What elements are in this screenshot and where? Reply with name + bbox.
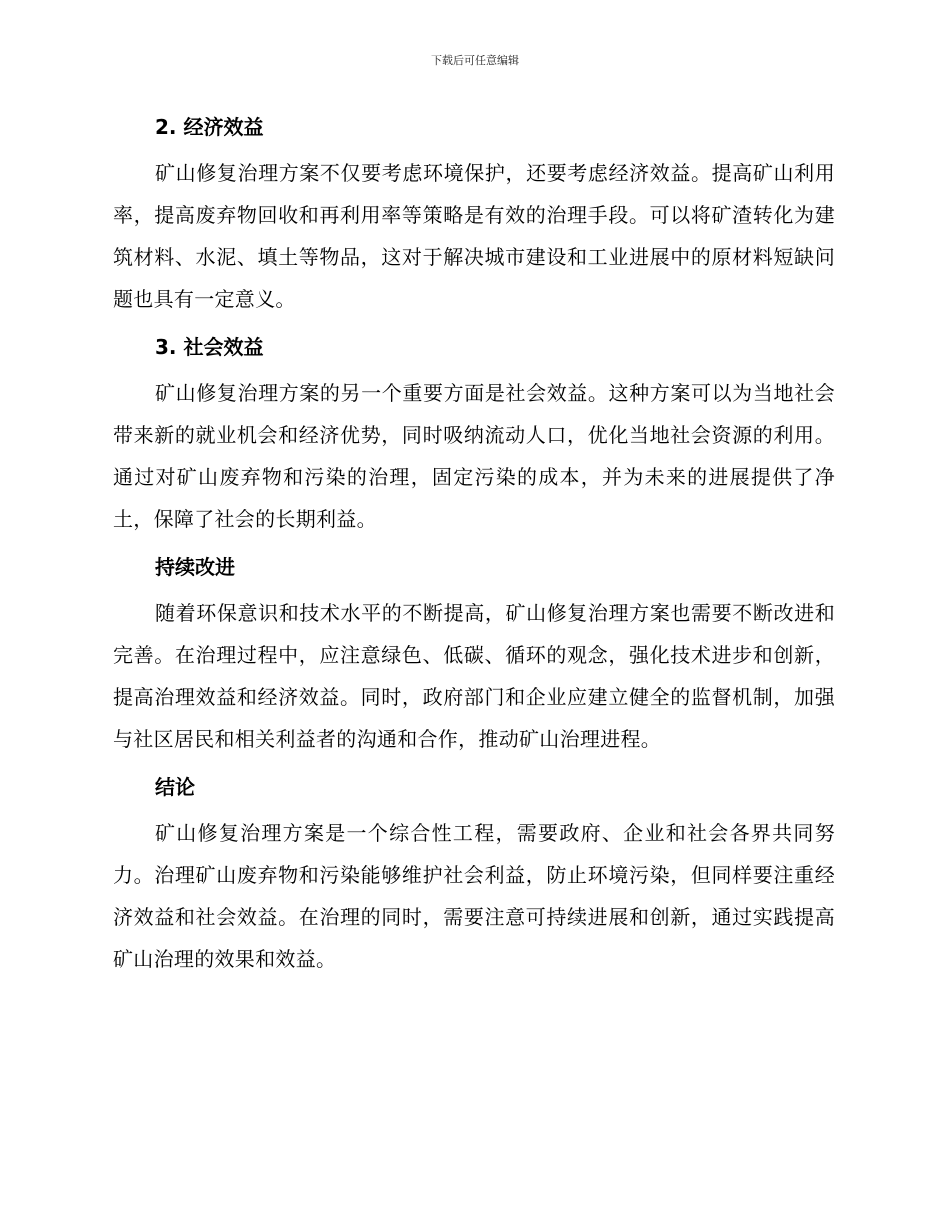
section-paragraph: 随着环保意识和技术水平的不断提高，矿山修复治理方案也需要不断改进和完善。在治理过程中，应注意绿色、低碳、循环的观念，强化技术进步和创新，提高治理效益和经济效益。同时，政府部门和企业应建立健全的监督机制，加强与社区居民和相关利益者的沟通和合作，推动矿山治理进程。 (113, 601, 835, 751)
section-conclusion (113, 768, 835, 980)
section-paragraph: 矿山修复治理方案是一个综合性工程，需要政府、企业和社会各界共同努力。治理矿山废弃物和污染能够维护社会利益，防止环境污染，但同样要注重经济效益和社会效益。在治理的同时，需要注意可持续进展和创新，通过实践提高矿山治理的效果和效益。 (113, 821, 835, 971)
section-economic-benefit (113, 108, 835, 320)
section-paragraph: 矿山修复治理方案不仅要考虑环境保护，还要考虑经济效益。提高矿山利用率，提高废弃物回收和再利用率等策略是有效的治理手段。可以将矿渣转化为建筑材料、水泥、填土等物品，这对于解决城市建设和工业进展中的原材料短缺问题也具有一定意义。 (113, 161, 835, 311)
section-heading: 结论 (155, 775, 195, 799)
section-paragraph: 矿山修复治理方案的另一个重要方面是社会效益。这种方案可以为当地社会带来新的就业机会和经济优势，同时吸纳流动人口，优化当地社会资源的利用。通过对矿山废弃物和污染的治理，固定污染的成本，并为未来的进展提供了净土，保障了社会的长期利益。 (113, 381, 835, 531)
section-social-benefit (113, 328, 835, 540)
section-continuous-improvement (113, 548, 835, 760)
section-heading: 持续改进 (155, 555, 235, 579)
section-heading: 2. 经济效益 (155, 115, 264, 139)
page-header: 下载后可任意编辑 (431, 54, 519, 67)
section-heading: 3. 社会效益 (155, 335, 264, 359)
document-body (113, 108, 835, 988)
